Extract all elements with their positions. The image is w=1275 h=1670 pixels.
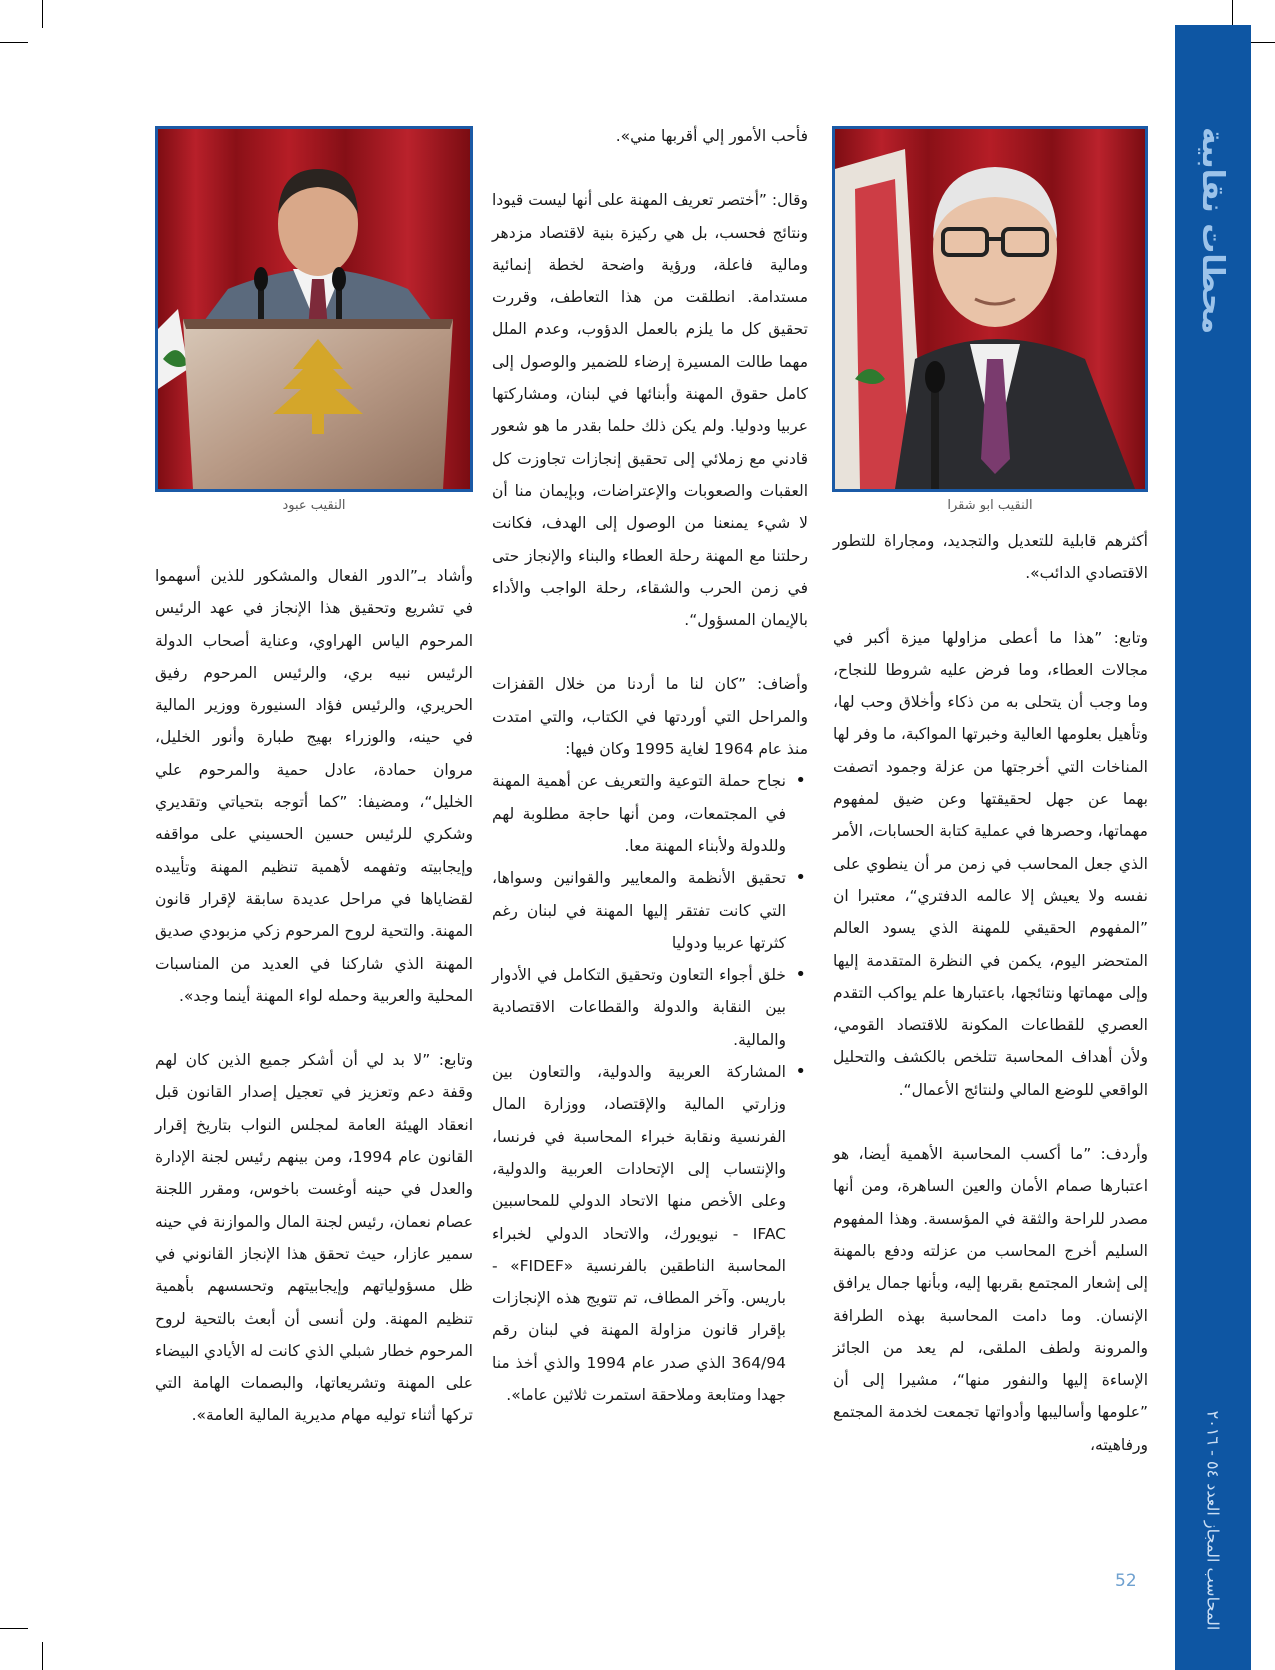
paragraph: وأشاد بـ”الدور الفعال والمشكور للذين أسهموا في تشريع وتحقيق هذا الإنجاز في عهد الرئيس المرحوم الياس الهراوي، وعناية أصحاب الدولة الرئيس نبيه بري، والرئيس المرحوم رفيق الحريري، والرئيس فؤاد السنيورة ووزير المالية في حينه، والوزراء بهيج طبارة وأنور الخليل، مروان حمادة، عادل حمية والمرحوم علي الخليل“، ومضيفا: ”كما أتوجه بتحياتي وتقديري وشكري للرئيس حسين الحسيني على مواقفه وإيجابيته وتفهمه لأهمية تنظيم المهنة وتأييده لقضاياها في مراحل عديدة سابقة لإقرار قانون المهنة. والتحية لروح المرحوم زكي مزبودي صديق المهنة الذي شاركنا في العديد من المناسبات المحلية والعربية وحمله لواء المهنة أينما وجد». [155, 567, 473, 1005]
section-title [1178, 120, 1248, 340]
crop-mark-bottom-left-h [0, 1628, 28, 1629]
paragraph: أكثرهم قابلية للتعديل والتجديد، ومجاراة للتطور الاقتصادي الدائب». [833, 532, 1148, 583]
crop-mark-top-right-h [1247, 42, 1275, 43]
list-item: • خلق أجواء التعاون وتحقيق التكامل في الأدوار بين النقابة والدولة والقطاعات الاقتصادية والمالية. [492, 959, 786, 1056]
paragraph: وأردف: ”ما أكسب المحاسبة الأهمية أيضا، هو اعتبارها صمام الأمان والعين الساهرة، ومن أنها مصدر للراحة والثقة في المؤسسة. وهذا المفهوم السليم أخرج المحاسب من عزلته ودفع بالمهنة إلى إشعار المجتمع بقربها إليه، وبأنها جمال يرافق الإنسان. وما دامت المحاسبة بهذه الطرافة والمرونة ولطف الملقى، لم يعد من الجائز الإساءة إليها والنفور منها“، مشيرا إلى أن ”علومها وأساليبها وأدواتها تجمعت لخدمة المجتمع ورفاهيته، [833, 1145, 1148, 1454]
paragraph: وأضاف: ”كان لنا ما أردنا من خلال القفزات والمراحل التي أوردتها في الكتاب، والتي امتدت منذ عام 1964 لغاية 1995 وكان فيها: [492, 675, 808, 759]
page-number: 52 [1115, 1571, 1137, 1591]
list-item: • المشاركة العربية والدولية، والتعاون بين وزارتي المالية والإقتصاد، ووزارة المال الفرنسية ونقابة خبراء المحاسبة في فرنسا، والإنتساب إلى الإتحادات العربية والدولية، وعلى الأخص منها الاتحاد الدولي للمحاسبين IFAC - نيويورك، والاتحاد الدولي لخبراء المحاسبة الناطقين بالفرنسية «FIDEF» - باريس. وآخر المطاف، تم تتويج هذه الإنجازات بإقرار قانون مزاولة المهنة في لبنان رقم 364/94 الذي صدر عام 1994 والذي أخذ منا جهدا ومتابعة وملاحقة استمرت ثلاثين عاما». [492, 1056, 786, 1411]
magazine-issue-label [1178, 1390, 1248, 1650]
paragraph: وتابع: ”لا بد لي أن أشكر جميع الذين كان لهم وقفة دعم وتعزيز في تعجيل إصدار القانون قبل انعقاد الهيئة العامة لمجلس النواب بتاريخ إقرار القانون عام 1994، ومن بينهم رئيس لجنة الإدارة والعدل في حينه أوغست باخوس، ومقرر اللجنة عصام نعمان، رئيس لجنة المال والموازنة في حينه سمير عازار، حيث تحقق هذا الإنجاز القانوني في ظل مسؤولياتهم وإيجابيتهم وتحسسهم بأهمية تنظيم المهنة. ولن أنسى أن أبعث بالتحية لروح المرحوم خطار شبلي الذي كانت له الأيادي البيضاء على المهنة وتشريعاتها، والبصمات الهامة التي تركها أثناء توليه مهام مديرية المالية العامة». [155, 1051, 473, 1425]
crop-mark-bottom-left-v [42, 1642, 43, 1670]
article-column-right [833, 525, 1148, 1461]
article-column-left [155, 560, 473, 1432]
article-column-middle [492, 120, 808, 1411]
list-item: • تحقيق الأنظمة والمعايير والقوانين وسواها، التي كانت تفتقر إليها المهنة في لبنان رغم كثرتها عربيا ودوليا [492, 862, 786, 959]
photo-caption-abu-shaqra: النقيب ابو شقرا [947, 498, 1033, 513]
paragraph: فأحب الأمور إلي أقربها مني». [615, 127, 808, 145]
crop-mark-top-left-h [0, 42, 28, 43]
magazine-issue-text: المحاسب المجاز العدد ٥٤ - ٢٠١٦ [1203, 1410, 1223, 1630]
photo-abu-shaqra-image [835, 129, 1145, 489]
crop-mark-top-right-v [1232, 0, 1233, 28]
photo-abboud [155, 126, 473, 492]
paragraph: وتابع: ”هذا ما أعطى مزاولها ميزة أكبر في مجالات العطاء، وما فرض عليه شروطا للنجاح، وما وجب أن يتحلى به من ذكاء وأخلاق وحب لها، وتأهيل بعلومها العالية وخبرتها المواكبة، ما وفر لها المناخات التي أخرجتها من عزلة وجمود اتصفت بهما عن جهل لحقيقتها وعن ضيق لمفهوم مهماتها، وحصرها في عملية كتابة الحسابات، الأمر الذي جعل المحاسب في زمن مر أن ينطوي على نفسه ولا يعيش إلا عالمه الدفتري“، معتبرا ان ”المفهوم الحقيقي للمهنة الذي يسود العالم المتحضر اليوم، يكمن في النظرة المتقدمة إليها وإلى مهماتها ونتائجها، باعتبارها علم يواكب التقدم العصري للقطاعات المكونة للاقتصاد القومي، ولأن أهداف المحاسبة تتلخص بالكشف والتحليل الواقعي للوضع المالي ولنتائج الأعمال“. [833, 628, 1148, 1099]
paragraph: وقال: ”أختصر تعريف المهنة على أنها ليست قيودا ونتائج فحسب، بل هي ركيزة بنية لاقتصاد مزدهر ومالية فاعلة، ورؤية واضحة لخطة إنمائية مستدامة. انطلقت من هذا التعاطف، وقررت تحقيق كل ما يلزم بالعمل الدؤوب، وعدم الملل مهما طالت المسيرة إرضاء للضمير والوصول إلى كامل حقوق المهنة وأبنائها في لبنان، ومشاركتها عربيا ودوليا. ولم يكن ذلك حلما بقدر ما هو شعور قادني مع زملائي إلى تحقيق إنجازات تجاوزت كل العقبات والصعوبات والإعتراضات، وبإيمان منا أن لا شيء يمنعنا من الوصول إلى الهدف، فكانت رحلتنا مع المهنة رحلة العطاء والبناء والإنجاز حتى في زمن الحرب والشقاء، رحلة الواجب والأداء بالإيمان المسؤول“. [492, 191, 808, 630]
section-title-text: محطات نقابية [1195, 126, 1231, 334]
crop-mark-top-left-v [42, 0, 43, 28]
photo-abboud-image [158, 129, 470, 489]
achievements-list [492, 765, 808, 1411]
photo-abu-shaqra [832, 126, 1148, 492]
list-item: • نجاح حملة التوعية والتعريف عن أهمية المهنة في المجتمعات، ومن أنها حاجة مطلوبة لهم وللدولة ولأبناء المهنة معا. [492, 765, 786, 862]
photo-caption-abboud: النقيب عبود [282, 498, 346, 513]
